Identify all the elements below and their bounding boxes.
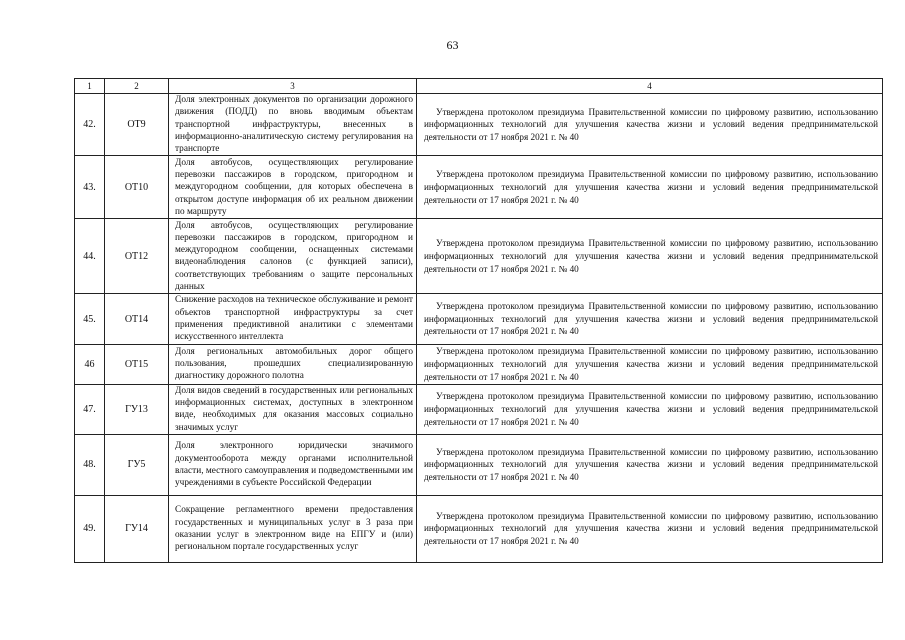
table-row [75, 156, 883, 219]
indicator-description: Доля видов сведений в государственных или региональных информационных системах, доступных в электронном виде, необходимых для оказания массовых социально значимых услуг [169, 384, 417, 434]
indicator-code: ОТ10 [105, 156, 169, 219]
approval-status-text: Утверждена протоколом президиума Правительственной комиссии по цифровому развитию, использованию информационных технологий для улучшения качества жизни и условий ведения предпринимательской деятельности от 17 ноября 2021 г. № 40 [424, 238, 878, 274]
table-row [75, 294, 883, 344]
table-row [75, 434, 883, 495]
indicator-code: ГУ14 [105, 495, 169, 562]
indicator-code: ГУ5 [105, 434, 169, 495]
column-header-3: 3 [169, 79, 417, 94]
row-number: 49. [75, 495, 105, 562]
indicator-description: Сокращение регламентного времени предоставления государственных и муниципальных услуг в 3 раза при оказании услуг в электронном виде на ЕПГУ и (или) региональном портале государственных услуг [169, 495, 417, 562]
approval-status [417, 495, 883, 562]
indicator-description: Доля электронных документов по организации дорожного движения (ПОДД) по вновь вводимым объектам транспортной инфраструктуры, внесенных в информационно-аналитическую систему регулирования на транспорте [169, 94, 417, 156]
approval-status [417, 94, 883, 156]
row-number: 45. [75, 294, 105, 344]
approval-status-text: Утверждена протоколом президиума Правительственной комиссии по цифровому развитию, использованию информационных технологий для улучшения качества жизни и условий ведения предпринимательской деятельности от 17 ноября 2021 г. № 40 [424, 446, 878, 483]
approval-status-text: Утверждена протоколом президиума Правительственной комиссии по цифровому развитию, использованию информационных технологий для улучшения качества жизни и условий ведения предпринимательской деятельности от 17 ноября 2021 г. № 40 [424, 510, 878, 547]
table-row [75, 94, 883, 156]
indicator-description: Снижение расходов на техническое обслуживание и ремонт объектов транспортной инфраструктуры за счет применения предиктивной аналитики с элементами искусственного интеллекта [169, 294, 417, 344]
indicators-table [74, 78, 883, 563]
approval-status [417, 384, 883, 434]
approval-status-text: Утверждена протоколом президиума Правительственной комиссии по цифровому развитию, использованию информационных технологий для улучшения качества жизни и условий ведения предпринимательской деятельности от 17 ноября 2021 г. № 40 [424, 106, 878, 143]
table-row [75, 219, 883, 294]
row-number: 44. [75, 219, 105, 294]
column-header-1: 1 [75, 79, 105, 94]
row-number: 47. [75, 384, 105, 434]
approval-status-text: Утверждена протоколом президиума Правительственной комиссии по цифровому развитию, использованию информационных технологий для улучшения качества жизни и условий ведения предпринимательской деятельности от 17 ноября 2021 г. № 40 [424, 345, 878, 382]
indicator-code: ОТ12 [105, 219, 169, 294]
indicator-code: ОТ15 [105, 344, 169, 384]
approval-status [417, 434, 883, 495]
table-row [75, 384, 883, 434]
indicator-code: ОТ9 [105, 94, 169, 156]
row-number: 42. [75, 94, 105, 156]
indicator-description: Доля автобусов, осуществляющих регулирование перевозки пассажиров в городском, пригородном и междугородном сообщении, для которых обеспечена в открытом доступе информация об их реальном движении по маршруту [169, 156, 417, 219]
indicator-description: Доля автобусов, осуществляющих регулирование перевозки пассажиров в городском, пригородном и междугородном сообщении, оснащенных системами видеонаблюдения салонов (с функцией записи), соответствующих требованиям о защите персональных данных [169, 219, 417, 294]
table-header-row [75, 79, 883, 94]
indicator-description: Доля региональных автомобильных дорог общего пользования, прошедших специализированную диагностику дорожного полотна [169, 344, 417, 384]
approval-status [417, 344, 883, 384]
approval-status-text: Утверждена протоколом президиума Правительственной комиссии по цифровому развитию, использованию информационных технологий для улучшения качества жизни и условий ведения предпринимательской деятельности от 17 ноября 2021 г. № 40 [424, 169, 878, 205]
page-number: 63 [446, 38, 459, 52]
approval-status-text: Утверждена протоколом президиума Правительственной комиссии по цифровому развитию, использованию информационных технологий для улучшения качества жизни и условий ведения предпринимательской деятельности от 17 ноября 2021 г. № 40 [424, 391, 878, 427]
table-row [75, 344, 883, 384]
approval-status [417, 156, 883, 219]
row-number: 43. [75, 156, 105, 219]
row-number: 46 [75, 344, 105, 384]
indicator-code: ОТ14 [105, 294, 169, 344]
approval-status-text: Утверждена протоколом президиума Правительственной комиссии по цифровому развитию, использованию информационных технологий для улучшения качества жизни и условий ведения предпринимательской деятельности от 17 ноября 2021 г. № 40 [424, 300, 878, 337]
indicator-code: ГУ13 [105, 384, 169, 434]
approval-status [417, 219, 883, 294]
table-row [75, 495, 883, 562]
column-header-4: 4 [417, 79, 883, 94]
indicator-description: Доля электронного юридически значимого документооборота между органами исполнительной власти, местного самоуправления и подведомственными им учреждениями в субъекте Российской Федерации [169, 434, 417, 495]
approval-status [417, 294, 883, 344]
column-header-2: 2 [105, 79, 169, 94]
row-number: 48. [75, 434, 105, 495]
